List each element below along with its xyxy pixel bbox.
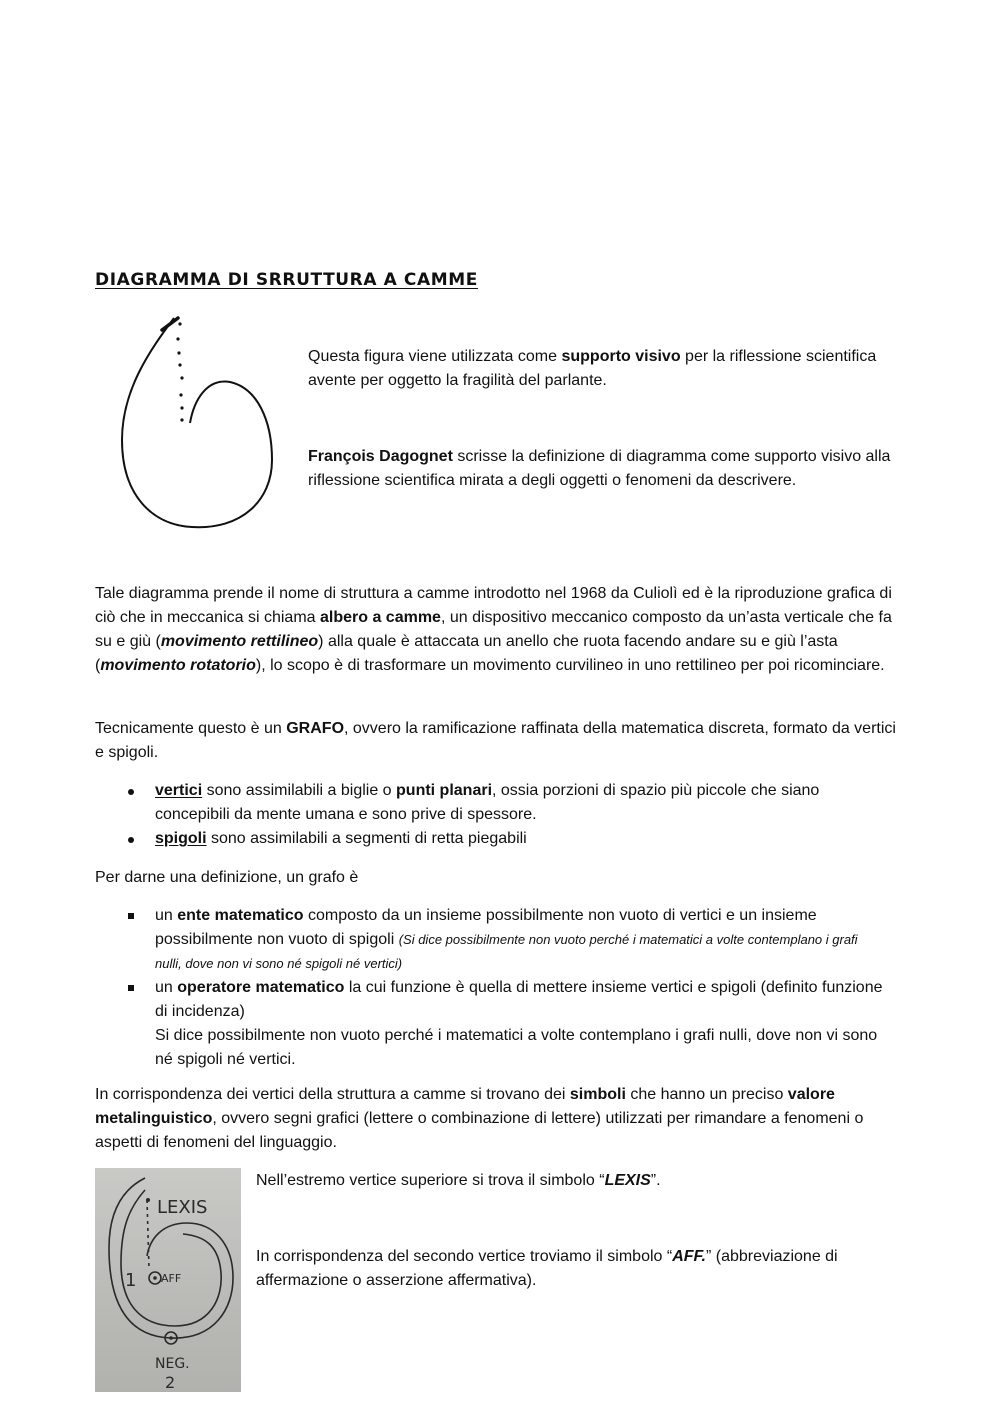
lexis-label: LEXIS — [157, 1197, 208, 1218]
page-title: DIAGRAMMA DI SRRUTTURA A CAMME — [95, 270, 478, 290]
bullet-list-vertici-spigoli — [95, 779, 885, 851]
bullet-list-grafo-definition — [95, 904, 885, 1072]
list-item-ente-matematico: un ente matematico composto da un insieme possibilmente non vuoto di vertici e un insieme possibilmente non vuoto di spigoli (Si dice possibilmente non vuoto perché i matematici a volte contemplano i grafi nulli, dove non vi sono né spigoli né vertici) — [95, 904, 885, 976]
hand-drawn-diagram-photo — [95, 1168, 241, 1392]
list-item-spigoli: spigoli sono assimilabili a segmenti di retta piegabili — [95, 827, 885, 851]
bullet-dot-icon — [128, 789, 134, 795]
paragraph-definition-intro: Per darne una definizione, un grafo è — [95, 869, 359, 886]
aff-label: AFF — [161, 1272, 182, 1285]
bullet-square-icon — [128, 913, 134, 919]
intro-paragraph-2: François Dagognet scrisse la definizione di diagramma come supporto visivo alla riflessione scientifica mirata a degli oggetti o fenomeni da descrivere. — [308, 448, 891, 489]
number-two-label: 2 — [165, 1373, 176, 1392]
list-item-vertici: vertici sono assimilabili a biglie o punti planari, ossia porzioni di spazio più piccole che siano concepibili da mente umana e sono prive di spessore. — [95, 779, 885, 827]
hand-drawn-cam-sketch — [95, 1168, 241, 1392]
intro-paragraph-1: Questa figura viene utilizzata come supporto visivo per la riflessione scientifica avente per oggetto la fragilità del parlante. — [308, 348, 877, 389]
paragraph-cam-structure: Tale diagramma prende il nome di struttura a camme introdotto nel 1968 da Culiolì ed è la riproduzione grafica di ciò che in meccanica si chiama albero a camme, un dispositivo meccanico composto da un’asta verticale che fa su e giù (movimento rettilineo) alla quale è attaccata un anello che ruota facendo andare su e giù l’asta (movimento rotatorio), lo scopo è di trasformare un movimento curvilineo in uno rettilineo per poi ricominciare. — [95, 585, 892, 674]
bullet-dot-icon — [128, 837, 134, 843]
neg-label: NEG. — [155, 1356, 190, 1372]
paragraph-aff: In corrispondenza del secondo vertice troviamo il simbolo “AFF.” (abbreviazione di affermazione o asserzione affermativa). — [256, 1248, 838, 1289]
list-item-operatore-matematico: un operatore matematico la cui funzione è quella di mettere insieme vertici e spigoli (definito funzione di incidenza) Si dice possibilmente non vuoto perché i matematici a volte contemplano i grafi nulli, dove non vi sono né spigoli né vertici. — [95, 976, 885, 1072]
paragraph-lexis: Nell’estremo vertice superiore si trova il simbolo “LEXIS”. — [256, 1172, 661, 1189]
paragraph-grafo: Tecnicamente questo è un GRAFO, ovvero la ramificazione raffinata della matematica discreta, formato da vertici e spigoli. — [95, 720, 896, 761]
cam-diagram-figure — [112, 310, 282, 535]
number-one-label: 1 — [125, 1270, 137, 1291]
bullet-square-icon — [128, 985, 134, 991]
paragraph-simboli: In corrispondenza dei vertici della struttura a camme si trovano dei simboli che hanno un preciso valore metalinguistico, ovvero segni grafici (lettere o combinazione di lettere) utilizzati per rimandare a fenomeni o aspetti di fenomeni del linguaggio. — [95, 1086, 864, 1151]
